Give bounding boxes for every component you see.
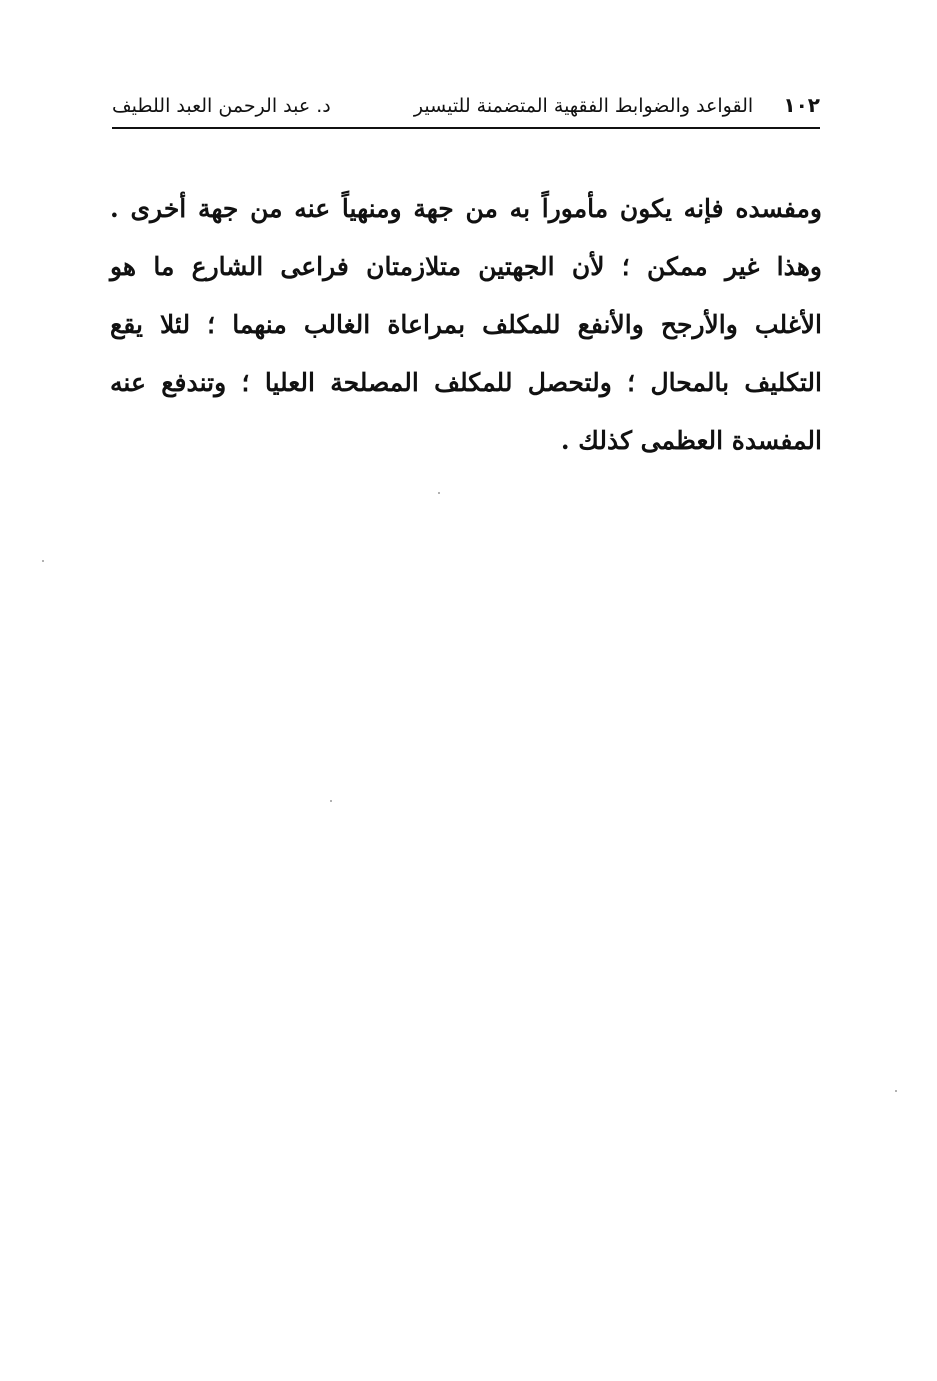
text-line: الأغلب والأرجح والأنفع للمكلف بمراعاة الغالب منهما ؛ لئلا يقع (110, 310, 822, 339)
header-author-block (112, 97, 331, 116)
header-divider (112, 127, 820, 129)
text-line: التكليف بالمحال ؛ ولتحصل للمكلف المصلحة العليا ؛ وتندفع عنه (110, 368, 822, 397)
scan-speck (438, 492, 440, 494)
text-line: وهذا غير ممكن ؛ لأن الجهتين متلازمتان فراعى الشارع ما هو (110, 252, 822, 281)
author-name: د. عبد الرحمن العبد اللطيف (112, 95, 331, 117)
page-number: ١٠٢ (783, 93, 820, 117)
scan-speck (330, 800, 332, 802)
scan-speck (895, 1090, 897, 1092)
scan-speck (42, 560, 44, 562)
text-line: ومفسده فإنه يكون مأموراً به من جهة ومنهياً عنه من جهة أخرى . (110, 194, 822, 223)
header-page-and-title (414, 95, 820, 116)
book-title: القواعد والضوابط الفقهية المتضمنة للتيسير (413, 95, 754, 117)
body-text (110, 180, 822, 470)
text-line: المفسدة العظمى كذلك . (560, 426, 822, 455)
running-header (112, 82, 820, 116)
